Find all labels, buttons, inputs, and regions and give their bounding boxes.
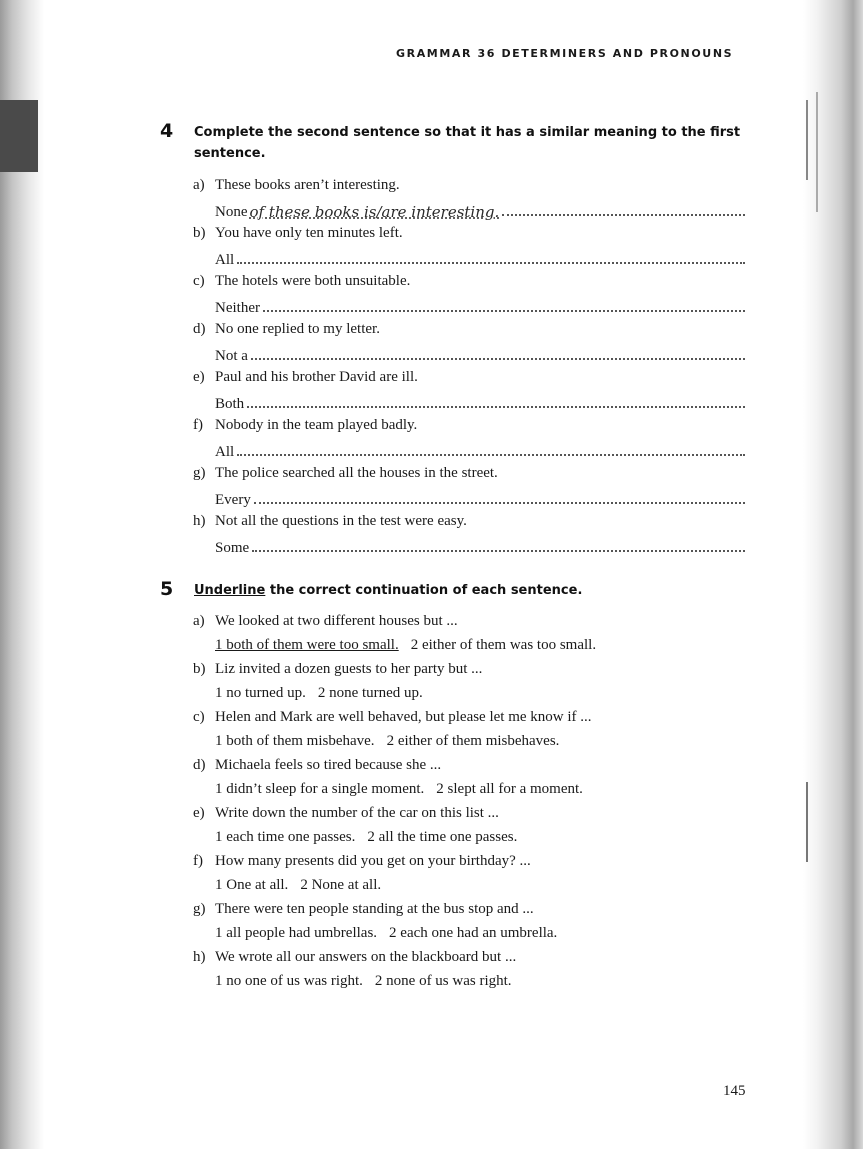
option-1[interactable]: 1 all people had umbrellas. [215,925,378,941]
item-sentence: Nobody in the team played badly. [215,417,418,433]
running-head: GRAMMAR 36 DETERMINERS AND PRONOUNS [396,47,734,60]
item-letter: f) [193,853,203,869]
answer-line[interactable] [215,199,745,221]
page-edge-shadow [803,0,863,1149]
item-sentence: We looked at two different houses but ... [215,613,458,629]
option-pair [215,733,559,750]
answer-line[interactable] [215,487,745,509]
page-gutter-shadow [0,0,44,1149]
item-sentence: These books aren’t interesting. [215,177,400,193]
item-letter: c) [193,709,205,725]
exercise-5-instruction [194,580,582,601]
option-2[interactable]: 2 either of them was too small. [410,637,597,653]
option-1[interactable]: 1 didn’t sleep for a single moment. [215,781,425,797]
page-edge-line [816,92,818,212]
option-2[interactable]: 2 none turned up. [317,685,423,701]
item-sentence: The hotels were both unsuitable. [215,273,411,289]
option-1[interactable]: 1 each time one passes. [215,829,356,845]
dotted-line [254,501,745,504]
option-2[interactable]: 2 none of us was right. [374,973,512,989]
exercise-4-number: 4 [160,120,174,142]
option-pair [215,685,423,702]
option-pair [215,781,583,798]
answer-line[interactable] [215,535,745,557]
page-edge-line [806,782,808,862]
item-sentence: How many presents did you get on your birthday? ... [215,853,531,869]
chapter-tab-marker [0,100,38,172]
item-sentence: There were ten people standing at the bus stop and ... [215,901,534,917]
answer-start: None [215,204,248,220]
option-2[interactable]: 2 None at all. [300,877,382,893]
option-pair [215,925,557,942]
answer-line[interactable] [215,439,745,461]
item-letter: h) [193,949,206,965]
item-letter: g) [193,465,206,481]
item-sentence: Helen and Mark are well behaved, but please let me know if ... [215,709,592,725]
option-pair [215,877,381,894]
dotted-line [502,213,745,216]
option-1[interactable]: 1 no turned up. [215,685,306,701]
page-number: 145 [723,1083,746,1099]
exercise-4-instruction-line1: Complete the second sentence so that it has a similar meaning to the first [194,125,741,140]
item-letter: e) [193,805,205,821]
item-letter: a) [193,177,205,193]
item-sentence: Michaela feels so tired because she ... [215,757,442,773]
option-2[interactable]: 2 slept all for a moment. [436,781,583,797]
dotted-line [237,453,745,456]
answer-line[interactable] [215,343,745,365]
handwritten-answer: of these books is/are interesting. [249,203,500,221]
dotted-line [237,261,745,264]
answer-line[interactable] [215,247,745,269]
option-pair [215,637,596,654]
item-sentence: Write down the number of the car on this list ... [215,805,499,821]
item-letter: d) [193,321,206,337]
answer-start: Some [215,540,250,556]
item-sentence: You have only ten minutes left. [215,225,403,241]
item-letter: c) [193,273,205,289]
dotted-line [251,357,745,360]
item-sentence: Not all the questions in the test were easy. [215,513,467,529]
exercise-4-instruction [194,122,740,164]
item-letter: f) [193,417,203,433]
option-1[interactable]: 1 One at all. [215,877,289,893]
item-letter: b) [193,661,206,677]
answer-start: Every [215,492,251,508]
option-1[interactable]: 1 both of them misbehave. [215,733,375,749]
exercise-4-instruction-line2: sentence. [194,146,266,161]
option-pair [215,973,512,990]
answer-start: All [215,444,235,460]
item-letter: h) [193,513,206,529]
option-1[interactable]: 1 both of them were too small. [215,637,399,653]
answer-start: Neither [215,300,260,316]
exercise-5-instruction-rest: the correct continuation of each sentence. [265,583,583,598]
option-1[interactable]: 1 no one of us was right. [215,973,363,989]
page-edge-line [806,100,808,180]
item-letter: e) [193,369,205,385]
item-sentence: No one replied to my letter. [215,321,380,337]
answer-start: All [215,252,235,268]
option-2[interactable]: 2 all the time one passes. [367,829,518,845]
item-sentence: Paul and his brother David are ill. [215,369,418,385]
answer-start: Both [215,396,245,412]
item-letter: g) [193,901,206,917]
option-pair [215,829,517,846]
item-sentence: Liz invited a dozen guests to her party but ... [215,661,483,677]
exercise-5-instruction-keyword: Underline [194,583,266,598]
item-sentence: The police searched all the houses in the street. [215,465,498,481]
item-letter: d) [193,757,206,773]
answer-start: Not a [215,348,248,364]
answer-line[interactable] [215,391,745,413]
option-2[interactable]: 2 each one had an umbrella. [389,925,558,941]
item-letter: a) [193,613,205,629]
item-sentence: We wrote all our answers on the blackboard but ... [215,949,517,965]
dotted-line [263,309,745,312]
answer-line[interactable] [215,295,745,317]
dotted-line [252,549,745,552]
exercise-5-number: 5 [160,578,174,600]
dotted-line [247,405,745,408]
item-letter: b) [193,225,206,241]
option-2[interactable]: 2 either of them misbehaves. [386,733,560,749]
